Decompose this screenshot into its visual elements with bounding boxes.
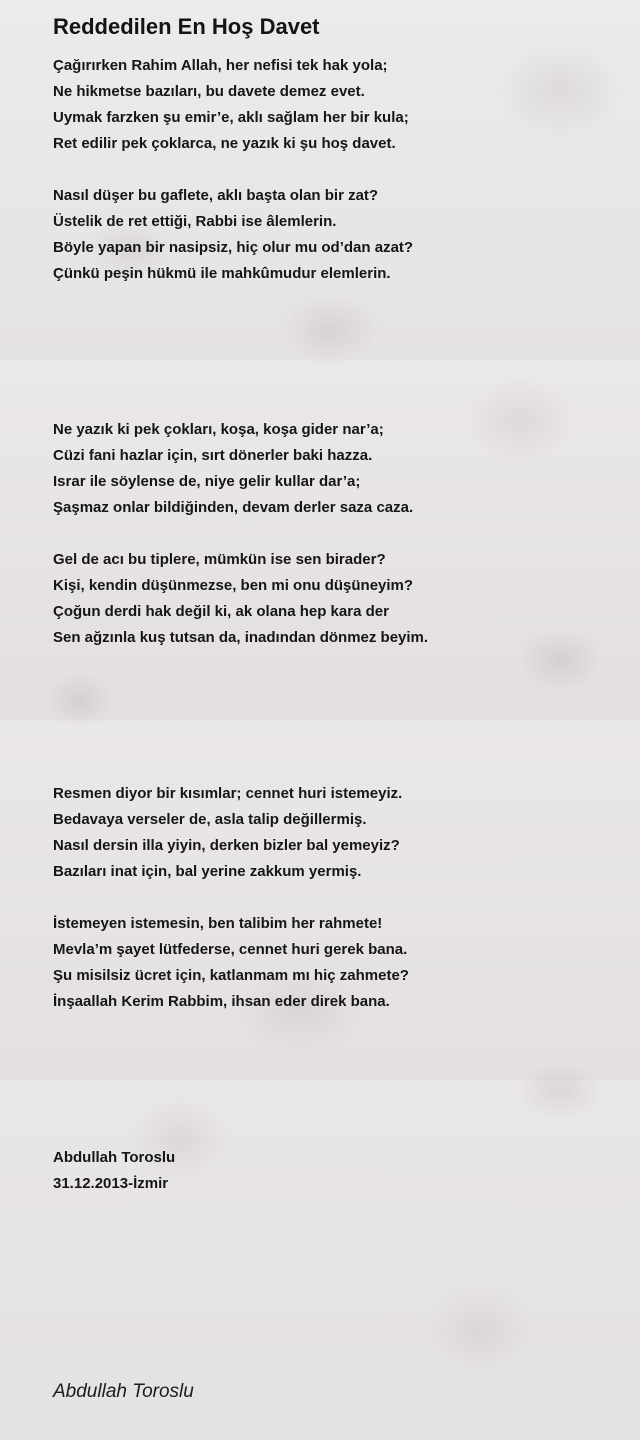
poem-line: Israr ile söylense de, niye gelir kullar dar’a;	[53, 473, 361, 490]
poem-line: Ne hikmetse bazıları, bu davete demez evet.	[53, 83, 365, 100]
poem-line: Nasıl düşer bu gaflete, aklı başta olan bir zat?	[53, 187, 379, 204]
stanza-2	[53, 183, 613, 287]
poem-author: Abdullah Toroslu	[53, 1149, 176, 1166]
poem-line: Çoğun derdi hak değil ki, ak olana hep kara der	[53, 603, 389, 620]
poem-line: Şu misilsiz ücret için, katlanmam mı hiç zahmete?	[53, 967, 409, 984]
section-spacer	[53, 287, 613, 417]
poem-line: Kişi, kendin düşünmezse, ben mi onu düşüneyim?	[53, 577, 414, 594]
poem-title: Reddedilen En Hoş Davet	[53, 14, 320, 39]
poem-line: Ret edilir pek çoklarca, ne yazık ki şu hoş davet.	[53, 135, 396, 152]
stanza-4	[53, 547, 613, 651]
poem-date-place: 31.12.2013-İzmir	[53, 1175, 169, 1192]
stanza-spacer	[53, 885, 613, 911]
poem-line: İstemeyen istemesin, ben talibim her rahmete!	[53, 915, 383, 932]
poem-line: Cüzi fani hazlar için, sırt dönerler baki hazza.	[53, 447, 373, 464]
poem-line: Uymak farzken şu emir’e, aklı sağlam her bir kula;	[53, 109, 409, 126]
poem-attribution	[53, 1145, 613, 1197]
section-spacer	[53, 651, 613, 781]
poem-line: Çağırırken Rahim Allah, her nefisi tek hak yola;	[53, 57, 388, 74]
poem	[53, 14, 613, 1197]
stanza-6	[53, 911, 613, 1015]
stanza-1	[53, 53, 613, 157]
section-spacer	[53, 1015, 613, 1145]
poem-line: Bazıları inat için, bal yerine zakkum yermiş.	[53, 863, 362, 880]
stanza-spacer	[53, 521, 613, 547]
author-signature: Abdullah Toroslu	[53, 1381, 194, 1402]
poem-line: Bedavaya verseler de, asla talip değillermiş.	[53, 811, 367, 828]
poem-line: Böyle yapan bir nasipsiz, hiç olur mu od’dan azat?	[53, 239, 414, 256]
poem-line: Ne yazık ki pek çokları, koşa, koşa gider nar’a;	[53, 421, 384, 438]
stanza-3	[53, 417, 613, 521]
poem-line: Mevla’m şayet lütfederse, cennet huri gerek bana.	[53, 941, 408, 958]
poem-line: Gel de acı bu tiplere, mümkün ise sen birader?	[53, 551, 386, 568]
poem-line: Sen ağzınla kuş tutsan da, inadından dönmez beyim.	[53, 629, 429, 646]
poem-line: Çünkü peşin hükmü ile mahkûmudur elemlerin.	[53, 265, 391, 282]
poem-line: Üstelik de ret ettiği, Rabbi ise âlemlerin.	[53, 213, 337, 230]
poem-line: Şaşmaz onlar bildiğinden, devam derler saza caza.	[53, 499, 414, 516]
poem-line: Nasıl dersin illa yiyin, derken bizler bal yemeyiz?	[53, 837, 400, 854]
poem-line: Resmen diyor bir kısımlar; cennet huri istemeyiz.	[53, 785, 403, 802]
stanza-5	[53, 781, 613, 885]
poem-line: İnşaallah Kerim Rabbim, ihsan eder direk bana.	[53, 993, 390, 1010]
stanza-spacer	[53, 157, 613, 183]
